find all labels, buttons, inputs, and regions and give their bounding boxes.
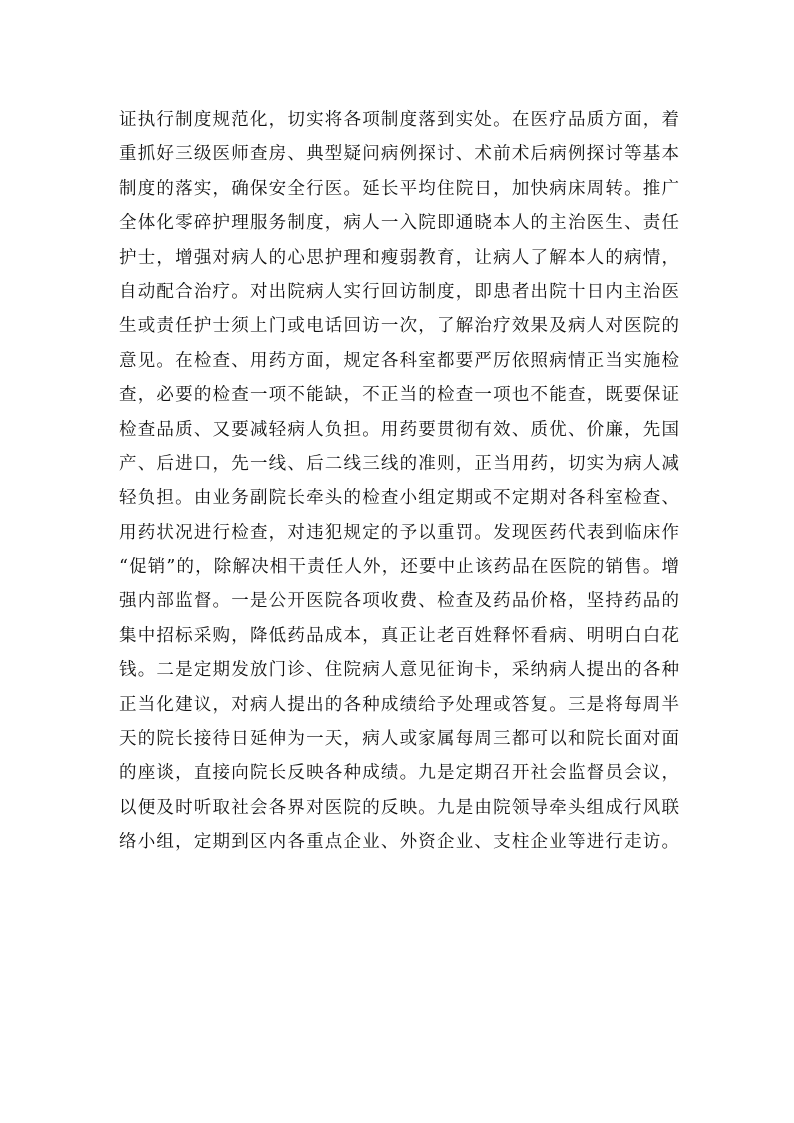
text-line: 正当化建议，对病人提出的各种成绩给予处理或答复。三是将每周半 xyxy=(119,694,679,715)
text-line: 产、后进口，先一线、后二线三线的准则，正当用药，切实为病人减 xyxy=(119,453,679,474)
text-line: 轻负担。由业务副院长牵头的检查小组定期或不定期对各科室检查、 xyxy=(119,488,679,509)
body-text xyxy=(119,103,679,860)
text-line: 的座谈，直接向院长反映各种成绩。九是定期召开社会监督员会议， xyxy=(119,763,679,784)
text-line: “促销”的，除解决相干责任人外，还要中止该药品在医院的销售。增 xyxy=(119,557,679,578)
text-line: 重抓好三级医师查房、典型疑问病例探讨、术前术后病例探讨等基本 xyxy=(119,144,679,165)
text-line: 强内部监督。一是公开医院各项收费、检查及药品价格，坚持药品的 xyxy=(119,591,679,612)
text-line: 钱。二是定期发放门诊、住院病人意见征询卡，采纳病人提出的各种 xyxy=(119,660,679,681)
text-line: 天的院长接待日延伸为一天，病人或家属每周三都可以和院长面对面 xyxy=(119,729,679,750)
text-line: 以便及时听取社会各界对医院的反映。九是由院领导牵头组成行风联 xyxy=(119,797,679,818)
text-line: 护士，增强对病人的心思护理和瘦弱教育，让病人了解本人的病情， xyxy=(119,247,679,268)
text-line: 全体化零碎护理服务制度，病人一入院即通晓本人的主治医生、责任 xyxy=(119,213,679,234)
text-line: 证执行制度规范化，切实将各项制度落到实处。在医疗品质方面，着 xyxy=(119,110,679,130)
text-line: 制度的落实，确保安全行医。延长平均住院日，加快病床周转。推广 xyxy=(119,178,679,199)
text-line: 络小组，定期到区内各重点企业、外资企业、支柱企业等进行走访。 xyxy=(119,832,679,853)
text-line: 检查品质、又要减轻病人负担。用药要贯彻有效、质优、价廉，先国 xyxy=(119,419,679,440)
text-line: 生或责任护士须上门或电话回访一次，了解治疗效果及病人对医院的 xyxy=(119,316,679,337)
text-line: 用药状况进行检查，对违犯规定的予以重罚。发现医药代表到临床作 xyxy=(119,522,679,543)
text-line: 自动配合治疗。对出院病人实行回访制度，即患者出院十日内主治医 xyxy=(119,281,679,302)
text-line: 集中招标采购，降低药品成本，真正让老百姓释怀看病、明明白白花 xyxy=(119,625,679,646)
text-line: 意见。在检查、用药方面，规定各科室都要严厉依照病情正当实施检 xyxy=(119,350,679,371)
text-line: 查，必要的检查一项不能缺，不正当的检查一项也不能查，既要保证 xyxy=(119,385,679,406)
